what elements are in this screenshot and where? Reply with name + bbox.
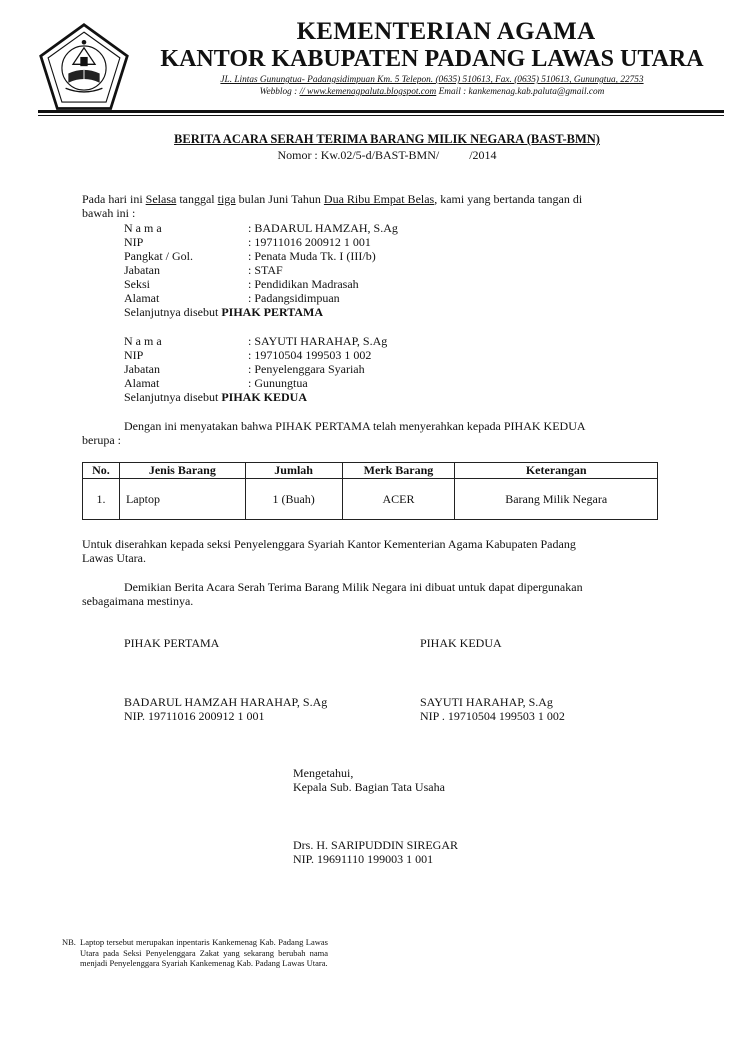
statement-line-2: berupa : bbox=[82, 433, 121, 447]
party1-value: : Penata Muda Tk. I (III/b) bbox=[248, 249, 376, 263]
party1-label: Pangkat / Gol. bbox=[124, 249, 193, 263]
table-header: Jumlah bbox=[245, 463, 342, 479]
table-cell: Barang Milik Negara bbox=[455, 479, 658, 520]
party2-value: : SAYUTI HARAHAP, S.Ag bbox=[248, 334, 388, 348]
email-address: kankemenag.kab.paluta@gmail.com bbox=[468, 87, 605, 97]
party1-value: : Pendidikan Madrasah bbox=[248, 277, 359, 291]
purpose-line-1: Untuk diserahkan kepada seksi Penyelenggara Syariah Kantor Kementerian Agama Kabupaten Padang bbox=[82, 537, 576, 551]
party2-label: Alamat bbox=[124, 376, 160, 390]
party1-designation: Selanjutnya disebut PIHAK PERTAMA bbox=[124, 305, 324, 319]
party2-label: Jabatan bbox=[124, 362, 160, 376]
note-text: Laptop tersebut merupakan inpentaris Kankemenag Kab. Padang Lawas Utara pada Seksi Penyelenggara Zakat yang sekarang berubah nama menjadi Penyelenggara Syariah Kankemenag Kab. Padang Lawas Utara. bbox=[80, 937, 328, 968]
statement-line-1: Dengan ini menyatakan bahwa PIHAK PERTAMA telah menyerahkan kepada PIHAK KEDUA bbox=[124, 419, 586, 433]
second-party-nip: NIP . 19710504 199503 1 002 bbox=[420, 709, 565, 723]
party1-label: Seksi bbox=[124, 277, 151, 291]
acknowledger-position: Kepala Sub. Bagian Tata Usaha bbox=[293, 780, 445, 794]
letterhead-contact bbox=[130, 86, 734, 98]
closing-line-2: sebagaimana mestinya. bbox=[82, 594, 194, 608]
document-number: Nomor : Kw.02/5-d/BAST-BMN/ /2014 bbox=[277, 148, 497, 162]
first-party-role: PIHAK PERTAMA bbox=[124, 636, 220, 650]
intro-line-2: bawah ini : bbox=[82, 206, 136, 220]
acknowledger-nip: NIP. 19691110 199003 1 001 bbox=[293, 852, 434, 866]
intro-line-1: Pada hari ini Selasa tanggal tiga bulan Juni Tahun Dua Ribu Empat Belas, kami yang bertanda tangan di bbox=[82, 192, 583, 206]
table-cell: ACER bbox=[342, 479, 455, 520]
letterhead-office: KANTOR KABUPATEN PADANG LAWAS UTARA bbox=[160, 46, 704, 72]
second-party-name: SAYUTI HARAHAP, S.Ag bbox=[420, 695, 553, 709]
party1-value: : BADARUL HAMZAH, S.Ag bbox=[248, 221, 398, 235]
web-label: Webblog : bbox=[259, 87, 300, 97]
table-header: Jenis Barang bbox=[119, 463, 245, 479]
items-table bbox=[82, 462, 658, 520]
ministry-emblem-icon bbox=[38, 22, 130, 114]
second-party-role: PIHAK KEDUA bbox=[420, 636, 502, 650]
closing-line-1: Demikian Berita Acara Serah Terima Barang Milik Negara ini dibuat untuk dapat dipergunakan bbox=[124, 580, 583, 594]
first-party-name: BADARUL HAMZAH HARAHAP, S.Ag bbox=[124, 695, 328, 709]
table-header-row bbox=[83, 463, 658, 479]
table-header: No. bbox=[83, 463, 120, 479]
party2-label: NIP bbox=[124, 348, 144, 362]
letterhead-address: JL. Lintas Gunungtua- Padangsidimpuan Km. 5 Telepon. (0635) 510613, Fax. (0635) 510613, Gunungtua, 22753 bbox=[220, 75, 644, 85]
party1-label: Alamat bbox=[124, 291, 160, 305]
party1-value: : Padangsidimpuan bbox=[248, 291, 340, 305]
acknowledger-name: Drs. H. SARIPUDDIN SIREGAR bbox=[293, 838, 459, 852]
document-title: BERITA ACARA SERAH TERIMA BARANG MILIK NEGARA (BAST-BMN) bbox=[174, 132, 600, 146]
letterhead-rule-thin bbox=[38, 115, 724, 116]
purpose-line-2: Lawas Utara. bbox=[82, 551, 146, 565]
party1-value: : STAF bbox=[248, 263, 283, 277]
party2-designation: Selanjutnya disebut PIHAK KEDUA bbox=[124, 390, 307, 404]
table-row bbox=[83, 479, 658, 520]
table-cell: 1 (Buah) bbox=[245, 479, 342, 520]
note-label: NB. bbox=[62, 937, 76, 947]
party1-label: NIP bbox=[124, 235, 144, 249]
party2-label: N a m a bbox=[124, 334, 162, 348]
letterhead-rule-thick bbox=[38, 110, 724, 113]
party1-value: : 19711016 200912 1 001 bbox=[248, 235, 371, 249]
table-cell: 1. bbox=[83, 479, 120, 520]
table-header: Merk Barang bbox=[342, 463, 455, 479]
party2-value: : Penyelenggara Syariah bbox=[248, 362, 365, 376]
party1-label: Jabatan bbox=[124, 263, 160, 277]
first-party-nip: NIP. 19711016 200912 1 001 bbox=[124, 709, 265, 723]
acknowledged-label: Mengetahui, bbox=[293, 766, 354, 780]
party2-value: : Gunungtua bbox=[248, 376, 308, 390]
email-label: Email : bbox=[436, 87, 469, 97]
table-header: Keterangan bbox=[455, 463, 658, 479]
table-cell: Laptop bbox=[119, 479, 245, 520]
web-url: // www.kemenagpaluta.blogspot.com bbox=[299, 87, 437, 97]
party2-value: : 19710504 199503 1 002 bbox=[248, 348, 372, 362]
party1-label: N a m a bbox=[124, 221, 162, 235]
letterhead-ministry: KEMENTERIAN AGAMA bbox=[296, 18, 596, 45]
